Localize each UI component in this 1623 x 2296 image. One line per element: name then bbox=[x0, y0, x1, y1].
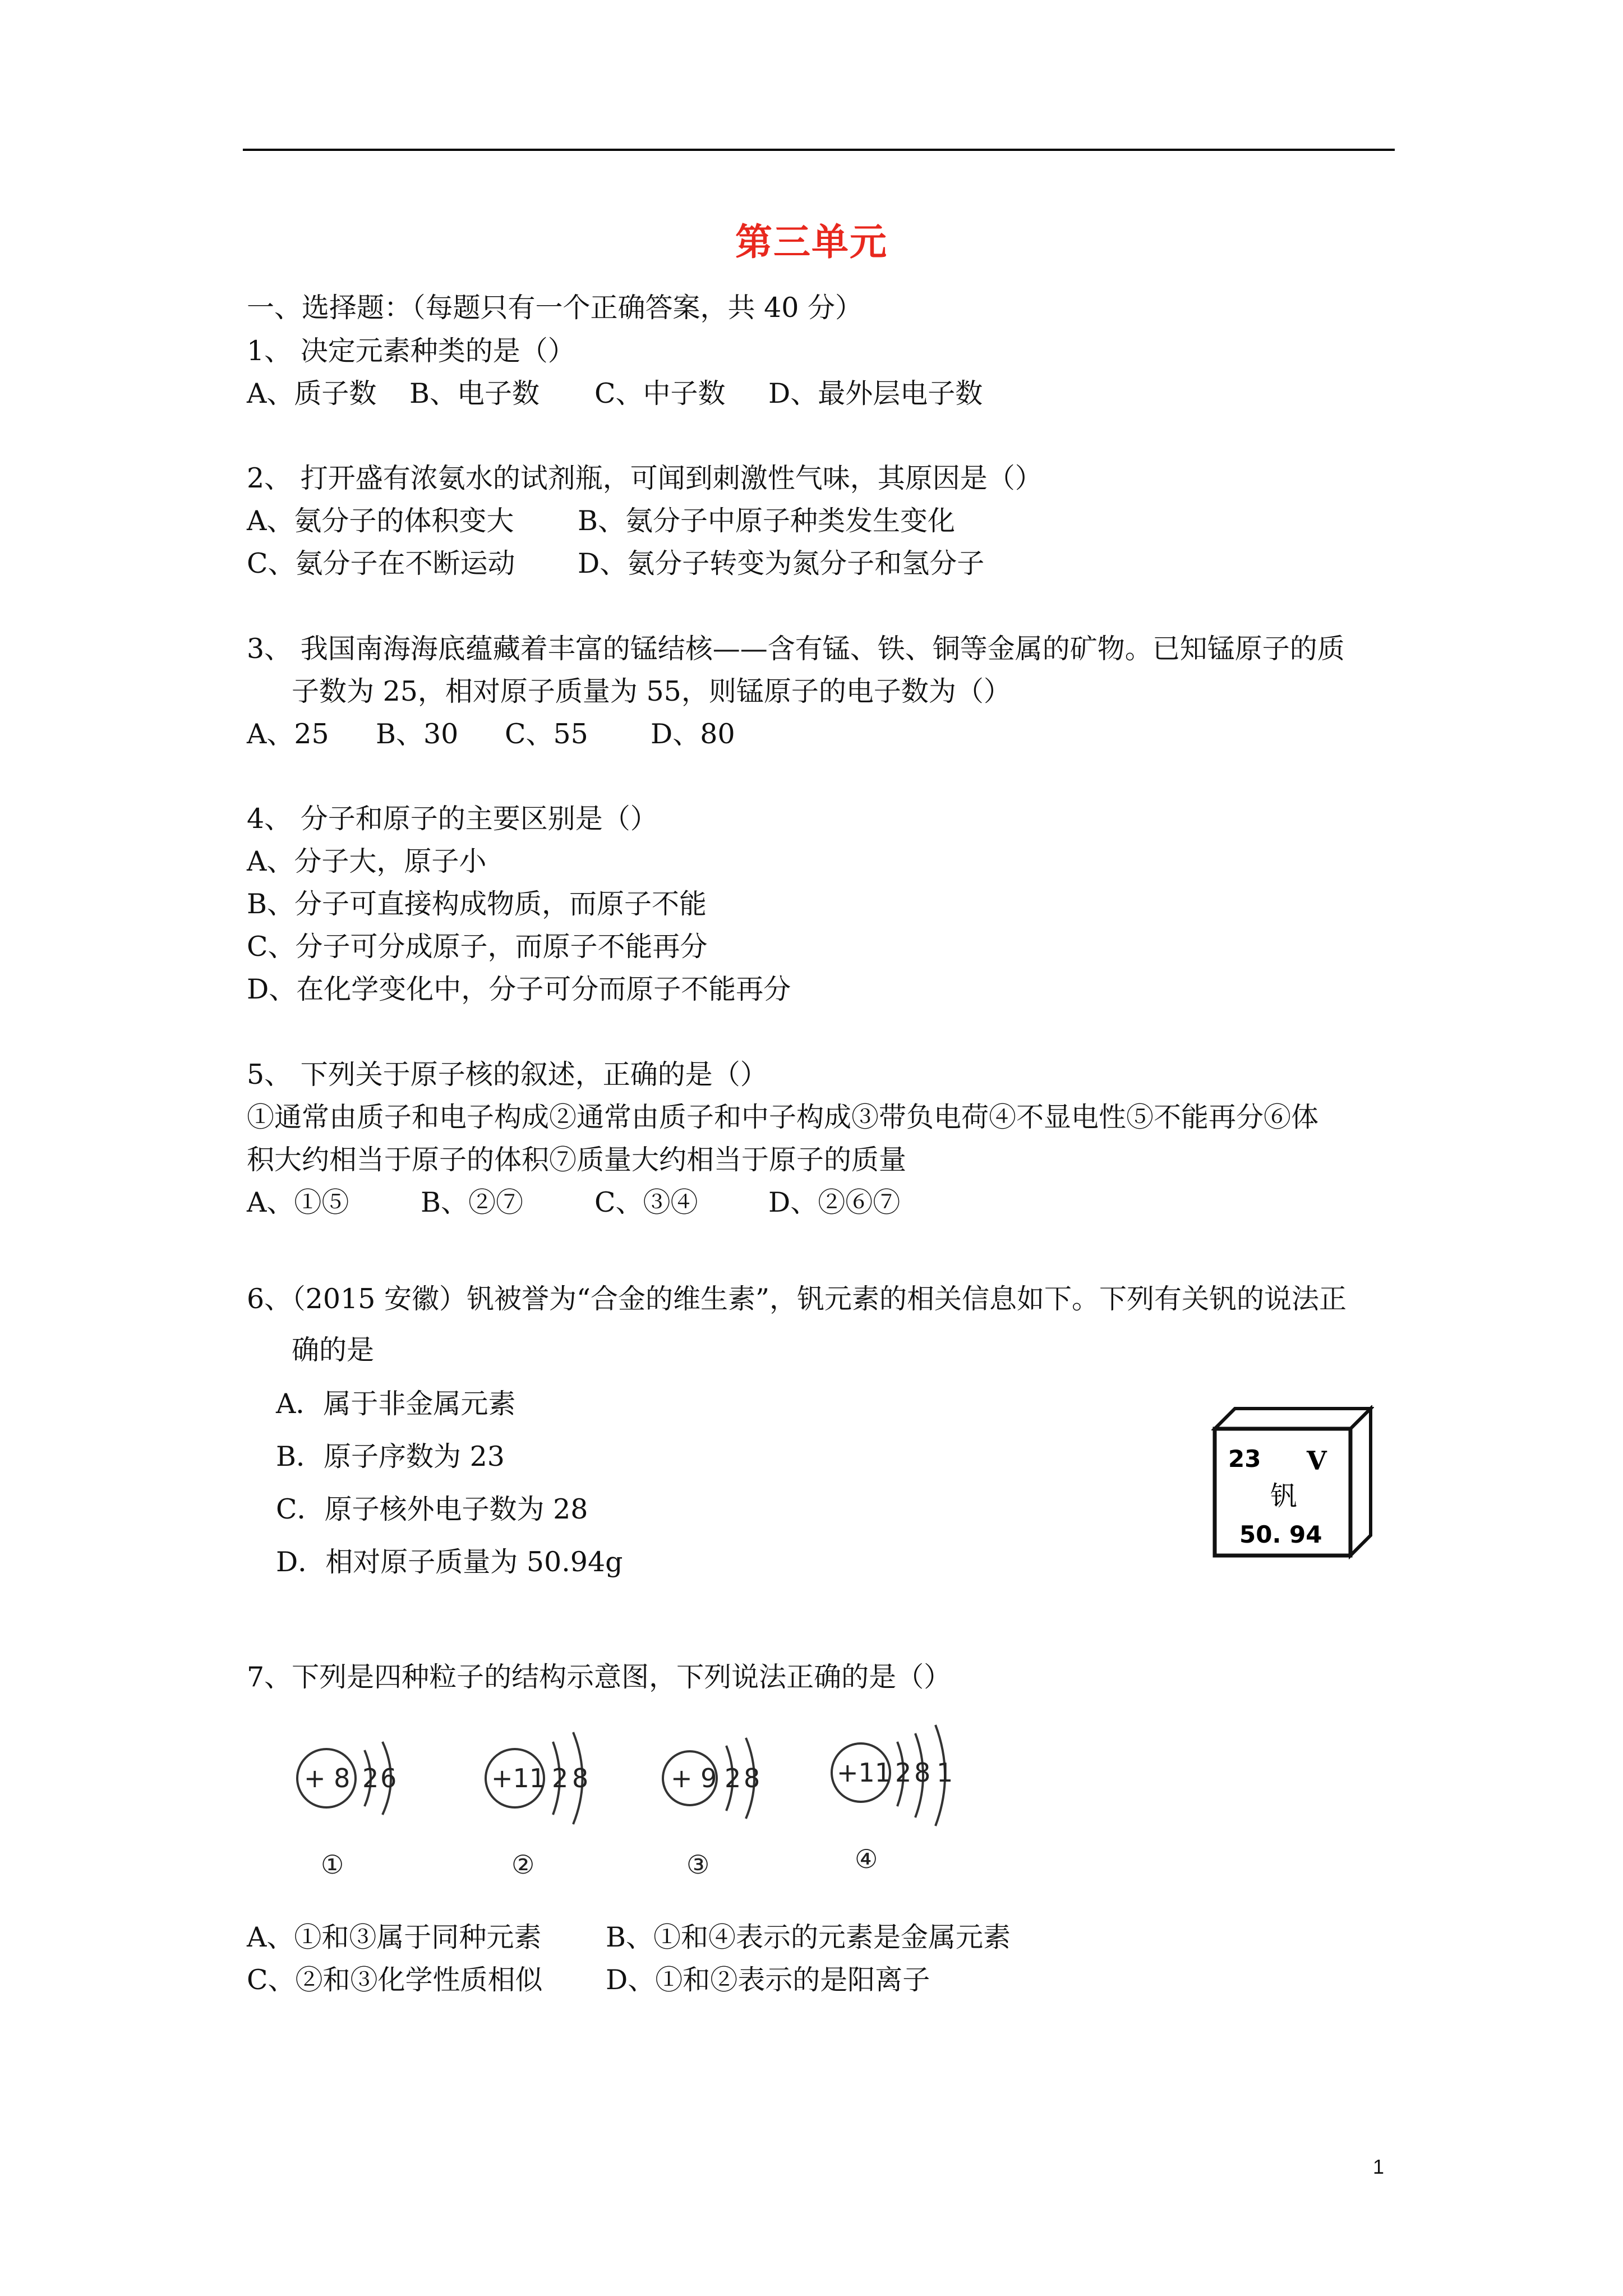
q4-option-a: A、分子大，原子小 bbox=[247, 845, 487, 877]
q3-stem-line1: 3、 我国南海海底蕴藏着丰富的锰结核——含有锰、铁、铜等金属的矿物。已知锰原子的质 bbox=[247, 633, 1345, 665]
section-heading: 一、选择题：（每题只有一个正确答案，共 40 分） bbox=[247, 292, 863, 324]
q5-statements-line1: ①通常由质子和电子构成②通常由质子和中子构成③带负电荷④不显电性⑤不能再分⑥体 bbox=[247, 1101, 1319, 1133]
q3-options bbox=[247, 712, 735, 756]
q2-options-row1 bbox=[247, 499, 955, 543]
header-rule bbox=[243, 149, 1395, 151]
element-name: 钒 bbox=[1270, 1480, 1298, 1512]
page-number: 1 bbox=[1373, 2155, 1385, 2178]
particle-2-label: ② bbox=[511, 1849, 535, 1880]
q5-option-b: B、②⑦ bbox=[421, 1186, 524, 1218]
q1-option-c: C、中子数 bbox=[594, 378, 726, 409]
particle-3-nucleus: + 9 bbox=[671, 1763, 717, 1793]
q5-option-c: C、③④ bbox=[594, 1186, 698, 1218]
q6-option-a: A．属于非金属元素 bbox=[276, 1388, 516, 1420]
q7-options-row1 bbox=[247, 1916, 1011, 1959]
q3-option-a: A、25 bbox=[247, 718, 329, 750]
q7-options-row2 bbox=[247, 1958, 930, 2002]
particle-structure-diagrams bbox=[280, 1705, 1009, 1896]
q2-option-c: C、氨分子在不断运动 bbox=[247, 547, 515, 579]
q7-stem: 7、下列是四种粒子的结构示意图，下列说法正确的是（） bbox=[247, 1661, 952, 1693]
particle-4-nucleus: +11 bbox=[837, 1757, 892, 1788]
particle-2-shell-2: 8 bbox=[572, 1763, 589, 1793]
q5-options bbox=[247, 1181, 900, 1225]
q6-option-d: D．相对原子质量为 50.94g bbox=[276, 1546, 623, 1578]
particle-2-shell-1: 2 bbox=[552, 1763, 569, 1793]
q4-option-c: C、分子可分成原子，而原子不能再分 bbox=[247, 931, 708, 963]
q1-option-b: B、电子数 bbox=[409, 378, 540, 409]
q6-option-b: B．原子序数为 23 bbox=[276, 1441, 505, 1473]
q1-option-d: D、最外层电子数 bbox=[768, 378, 983, 409]
q6-stem-line2: 确的是 bbox=[292, 1334, 375, 1366]
q5-statements-line2: 积大约相当于原子的体积⑦质量大约相当于原子的质量 bbox=[247, 1144, 907, 1176]
q3-option-d: D、80 bbox=[651, 718, 735, 750]
q2-option-b: B、氨分子中原子种类发生变化 bbox=[578, 505, 956, 537]
q2-options-row2 bbox=[247, 542, 984, 586]
q3-option-c: C、55 bbox=[505, 718, 588, 750]
q7-option-d: D、①和②表示的是阳离子 bbox=[606, 1964, 930, 1996]
page-title: 第三单元 bbox=[735, 220, 888, 264]
particle-4-label: ④ bbox=[855, 1844, 878, 1874]
q5-option-d: D、②⑥⑦ bbox=[768, 1186, 901, 1218]
vanadium-element-tile bbox=[1211, 1405, 1374, 1559]
q5-stem: 5、 下列关于原子核的叙述，正确的是（） bbox=[247, 1059, 768, 1091]
q7-option-c: C、②和③化学性质相似 bbox=[247, 1964, 543, 1996]
q4-stem: 4、 分子和原子的主要区别是（） bbox=[247, 803, 658, 835]
q7-option-a: A、①和③属于同种元素 bbox=[247, 1921, 542, 1953]
q6-option-c: C．原子核外电子数为 28 bbox=[276, 1493, 588, 1525]
particle-3-shell-1: 2 bbox=[725, 1763, 741, 1793]
q3-stem-line2: 子数为 25，相对原子质量为 55，则锰原子的电子数为（） bbox=[292, 675, 1011, 707]
particle-1-nucleus: + 8 bbox=[304, 1763, 351, 1793]
q7-option-b: B、①和④表示的元素是金属元素 bbox=[606, 1921, 1011, 1953]
q2-option-d: D、氨分子转变为氮分子和氢分子 bbox=[578, 547, 985, 579]
element-number: 23 bbox=[1228, 1445, 1261, 1473]
particle-3-label: ③ bbox=[686, 1849, 710, 1880]
element-mass: 50. 94 bbox=[1239, 1521, 1322, 1548]
particle-4-shell-3: 1 bbox=[937, 1757, 953, 1788]
q1-options bbox=[247, 372, 983, 416]
particle-4-shell-2: 8 bbox=[914, 1757, 931, 1788]
particle-1-shell-2: 6 bbox=[380, 1763, 397, 1793]
q5-option-a: A、①⑤ bbox=[247, 1186, 349, 1218]
particle-2-nucleus: +11 bbox=[491, 1763, 546, 1793]
q6-stem-line1: 6、（2015 安徽）钒被誉为“合金的维生素”，钒元素的相关信息如下。下列有关钒的说法正 bbox=[247, 1283, 1347, 1315]
q1-option-a: A、质子数 bbox=[247, 378, 377, 409]
particle-4-shell-1: 2 bbox=[895, 1757, 912, 1788]
q3-option-b: B、30 bbox=[376, 718, 459, 750]
q4-option-d: D、在化学变化中，分子可分而原子不能再分 bbox=[247, 973, 791, 1005]
element-symbol: V bbox=[1307, 1446, 1327, 1476]
particle-1-label: ① bbox=[321, 1849, 344, 1880]
q4-option-b: B、分子可直接构成物质，而原子不能 bbox=[247, 888, 707, 920]
q2-stem: 2、 打开盛有浓氨水的试剂瓶，可闻到刺激性气味，其原因是（） bbox=[247, 462, 1043, 494]
particle-1-shell-1: 2 bbox=[362, 1763, 379, 1793]
q1-stem: 1、 决定元素种类的是（） bbox=[247, 335, 575, 367]
particle-3-shell-2: 8 bbox=[744, 1763, 760, 1793]
q2-option-a: A、氨分子的体积变大 bbox=[247, 505, 514, 537]
